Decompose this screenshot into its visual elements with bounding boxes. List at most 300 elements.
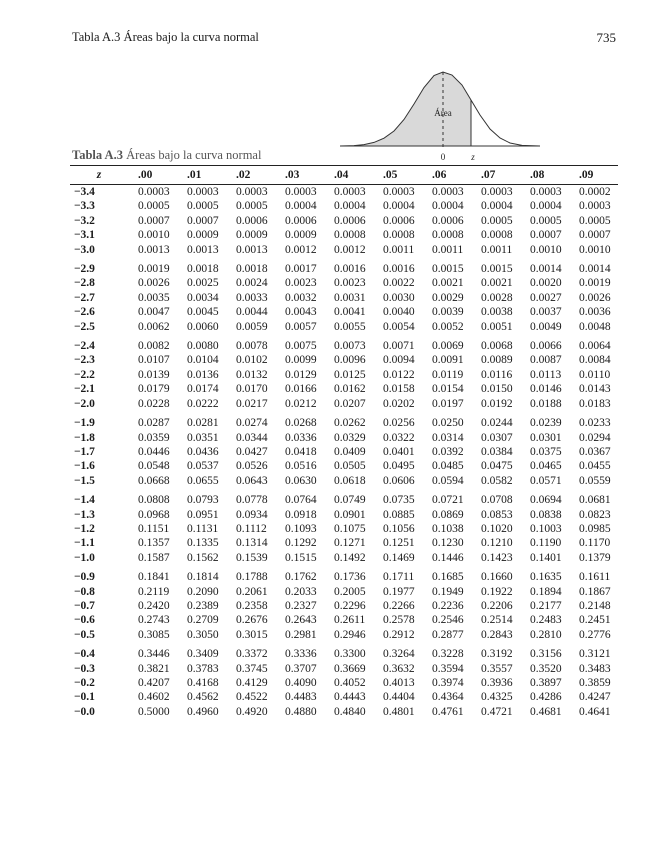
area-value-cell: 0.0044 <box>236 306 268 319</box>
area-value-cell: 0.2611 <box>334 614 366 627</box>
area-value-cell: 0.0021 <box>432 277 464 290</box>
area-value-cell: 0.3050 <box>187 628 219 641</box>
area-value-cell: 0.1949 <box>432 585 464 598</box>
area-value-cell: 0.0749 <box>334 494 366 507</box>
area-value-cell: 0.2776 <box>579 628 611 641</box>
area-value-cell: 0.0029 <box>432 291 464 304</box>
area-value-cell: 0.0548 <box>138 460 170 473</box>
area-value-cell: 0.0008 <box>432 229 464 242</box>
area-value-cell: 0.4840 <box>334 705 366 718</box>
z-value-cell: −2.9 <box>74 263 95 276</box>
area-value-cell: 0.0011 <box>432 243 464 256</box>
area-value-cell: 0.0075 <box>285 340 317 353</box>
z-value-cell: −0.0 <box>74 705 95 718</box>
area-value-cell: 0.1736 <box>334 571 366 584</box>
area-value-cell: 0.1841 <box>138 571 170 584</box>
z-value-cell: −2.6 <box>74 306 95 319</box>
area-value-cell: 0.0024 <box>236 277 268 290</box>
area-value-cell: 0.0505 <box>334 460 366 473</box>
area-value-cell: 0.0003 <box>383 186 415 198</box>
area-value-cell: 0.4562 <box>187 691 219 704</box>
area-value-cell: 0.0212 <box>285 397 317 410</box>
area-label: Área <box>434 108 452 118</box>
area-value-cell: 0.3520 <box>530 662 562 675</box>
area-value-cell: 0.1867 <box>579 585 611 598</box>
area-value-cell: 0.0004 <box>530 200 562 213</box>
area-value-cell: 0.0708 <box>481 494 513 507</box>
area-value-cell: 0.0006 <box>236 214 268 227</box>
table-row <box>70 676 618 690</box>
z-value-cell: −1.9 <box>74 417 95 430</box>
area-value-cell: 0.0918 <box>285 508 317 521</box>
area-value-cell: 0.4681 <box>530 705 562 718</box>
table-row <box>70 185 618 200</box>
area-value-cell: 0.0045 <box>187 306 219 319</box>
area-value-cell: 0.0375 <box>530 445 562 458</box>
area-value-cell: 0.1469 <box>383 551 415 564</box>
area-value-cell: 0.0010 <box>138 229 170 242</box>
z-value-cell: −0.3 <box>74 662 95 675</box>
area-value-cell: 0.2033 <box>285 585 317 598</box>
area-value-cell: 0.0003 <box>236 186 268 198</box>
area-value-cell: 0.0008 <box>481 229 513 242</box>
area-value-cell: 0.3707 <box>285 662 317 675</box>
area-value-cell: 0.0102 <box>236 354 268 367</box>
area-value-cell: 0.0162 <box>334 383 366 396</box>
area-value-cell: 0.0054 <box>383 320 415 333</box>
area-value-cell: 0.0040 <box>383 306 415 319</box>
area-value-cell: 0.1539 <box>236 551 268 564</box>
column-header-z: z <box>70 166 128 185</box>
area-value-cell: 0.0089 <box>481 354 513 367</box>
z-value-cell: −1.8 <box>74 431 95 444</box>
area-value-cell: 0.4522 <box>236 691 268 704</box>
area-value-cell: 0.1492 <box>334 551 366 564</box>
area-value-cell: 0.3372 <box>236 648 268 661</box>
area-value-cell: 0.0003 <box>481 186 513 198</box>
area-value-cell: 0.0968 <box>138 508 170 521</box>
area-value-cell: 0.0064 <box>579 340 611 353</box>
area-value-cell: 0.0735 <box>383 494 415 507</box>
area-value-cell: 0.2676 <box>236 614 268 627</box>
area-value-cell: 0.0094 <box>383 354 415 367</box>
area-value-cell: 0.1003 <box>530 522 562 535</box>
area-value-cell: 0.4761 <box>432 705 464 718</box>
area-value-cell: 0.0047 <box>138 306 170 319</box>
area-value-cell: 0.0146 <box>530 383 562 396</box>
area-value-cell: 0.0359 <box>138 431 170 444</box>
area-value-cell: 0.1401 <box>530 551 562 564</box>
area-value-cell: 0.0010 <box>530 243 562 256</box>
area-value-cell: 0.0039 <box>432 306 464 319</box>
table-row <box>70 243 618 257</box>
area-value-cell: 0.3897 <box>530 677 562 689</box>
area-value-cell: 0.0721 <box>432 494 464 507</box>
area-value-cell: 0.3974 <box>432 677 464 689</box>
table-row <box>70 705 618 719</box>
area-value-cell: 0.4641 <box>579 705 611 718</box>
table-row <box>70 445 618 459</box>
area-value-cell: 0.0003 <box>187 186 219 198</box>
area-value-cell: 0.0052 <box>432 320 464 333</box>
area-value-cell: 0.0869 <box>432 508 464 521</box>
area-value-cell: 0.0080 <box>187 340 219 353</box>
area-value-cell: 0.2946 <box>334 628 366 641</box>
z-value-cell: −3.2 <box>74 214 95 227</box>
area-value-cell: 0.0322 <box>383 431 415 444</box>
z-value-cell: −0.8 <box>74 585 95 598</box>
z-value-cell: −0.9 <box>74 571 95 584</box>
column-header: .06 <box>422 166 471 185</box>
area-value-cell: 0.0655 <box>187 474 219 487</box>
table-row <box>70 662 618 676</box>
area-value-cell: 0.0009 <box>285 229 317 242</box>
area-value-cell: 0.0007 <box>579 229 611 242</box>
area-value-cell: 0.2578 <box>383 614 415 627</box>
area-value-cell: 0.0110 <box>579 368 611 381</box>
area-value-cell: 0.0019 <box>579 277 611 290</box>
table-row <box>70 199 618 213</box>
area-value-cell: 0.0069 <box>432 340 464 353</box>
z-value-cell: −0.2 <box>74 677 95 689</box>
table-row <box>70 382 618 396</box>
area-value-cell: 0.0003 <box>285 186 317 198</box>
area-value-cell: 0.0268 <box>285 417 317 430</box>
area-value-cell: 0.4404 <box>383 691 415 704</box>
area-value-cell: 0.2877 <box>432 628 464 641</box>
table-row <box>70 613 618 627</box>
area-value-cell: 0.0401 <box>383 445 415 458</box>
area-value-cell: 0.0005 <box>579 214 611 227</box>
area-value-cell: 0.0004 <box>383 200 415 213</box>
area-value-cell: 0.1170 <box>579 537 611 550</box>
area-value-cell: 0.0808 <box>138 494 170 507</box>
area-value-cell: 0.4960 <box>187 705 219 718</box>
area-value-cell: 0.1131 <box>187 522 219 535</box>
area-value-cell: 0.0107 <box>138 354 170 367</box>
area-value-cell: 0.0004 <box>334 200 366 213</box>
area-value-cell: 0.0014 <box>579 263 611 276</box>
area-value-cell: 0.0004 <box>432 200 464 213</box>
column-header: .01 <box>177 166 226 185</box>
z-value-cell: −3.3 <box>74 200 95 213</box>
area-value-cell: 0.1075 <box>334 522 366 535</box>
area-value-cell: 0.4880 <box>285 705 317 718</box>
area-value-cell: 0.0027 <box>530 291 562 304</box>
area-value-cell: 0.0006 <box>432 214 464 227</box>
area-value-cell: 0.3783 <box>187 662 219 675</box>
area-value-cell: 0.0119 <box>432 368 464 381</box>
z-value-cell: −1.4 <box>74 494 95 507</box>
z-value-cell: −1.0 <box>74 551 95 564</box>
area-value-cell: 0.2546 <box>432 614 464 627</box>
area-value-cell: 0.0003 <box>334 186 366 198</box>
area-value-cell: 0.0082 <box>138 340 170 353</box>
area-value-cell: 0.0139 <box>138 368 170 381</box>
area-value-cell: 0.0630 <box>285 474 317 487</box>
area-value-cell: 0.0005 <box>138 200 170 213</box>
table-row <box>70 474 618 488</box>
area-value-cell: 0.0066 <box>530 340 562 353</box>
area-value-cell: 0.0012 <box>334 243 366 256</box>
area-value-cell: 0.0113 <box>530 368 562 381</box>
area-value-cell: 0.0418 <box>285 445 317 458</box>
area-value-cell: 0.1357 <box>138 537 170 550</box>
area-value-cell: 0.0409 <box>334 445 366 458</box>
area-value-cell: 0.4443 <box>334 691 366 704</box>
area-value-cell: 0.0222 <box>187 397 219 410</box>
area-value-cell: 0.1020 <box>481 522 513 535</box>
area-value-cell: 0.2743 <box>138 614 170 627</box>
area-value-cell: 0.5000 <box>138 705 170 718</box>
area-value-cell: 0.0013 <box>138 243 170 256</box>
z-value-cell: −3.0 <box>74 243 95 256</box>
area-value-cell: 0.2912 <box>383 628 415 641</box>
area-value-cell: 0.0233 <box>579 417 611 430</box>
zero-label: 0 <box>440 152 446 162</box>
column-header: .05 <box>373 166 422 185</box>
area-value-cell: 0.3121 <box>579 648 611 661</box>
z-value-cell: −2.5 <box>74 320 95 333</box>
area-value-cell: 0.0207 <box>334 397 366 410</box>
area-value-cell: 0.0793 <box>187 494 219 507</box>
area-value-cell: 0.0073 <box>334 340 366 353</box>
area-value-cell: 0.2843 <box>481 628 513 641</box>
area-value-cell: 0.0062 <box>138 320 170 333</box>
area-value-cell: 0.1762 <box>285 571 317 584</box>
area-value-cell: 0.0087 <box>530 354 562 367</box>
table-row <box>70 565 618 584</box>
area-value-cell: 0.0384 <box>481 445 513 458</box>
area-value-cell: 0.0485 <box>432 460 464 473</box>
area-value-cell: 0.2483 <box>530 614 562 627</box>
area-value-cell: 0.0136 <box>187 368 219 381</box>
area-value-cell: 0.0026 <box>579 291 611 304</box>
area-value-cell: 0.0015 <box>432 263 464 276</box>
area-value-cell: 0.0055 <box>334 320 366 333</box>
area-value-cell: 0.0885 <box>383 508 415 521</box>
area-value-cell: 0.0838 <box>530 508 562 521</box>
area-value-cell: 0.0192 <box>481 397 513 410</box>
area-value-cell: 0.1210 <box>481 537 513 550</box>
area-value-cell: 0.1922 <box>481 585 513 598</box>
z-value-cell: −0.5 <box>74 628 95 641</box>
area-value-cell: 0.0170 <box>236 383 268 396</box>
z-value-cell: −0.6 <box>74 614 95 627</box>
area-value-cell: 0.0004 <box>285 200 317 213</box>
area-value-cell: 0.0294 <box>579 431 611 444</box>
area-value-cell: 0.0455 <box>579 460 611 473</box>
z-value-cell: −1.6 <box>74 460 95 473</box>
area-value-cell: 0.0016 <box>383 263 415 276</box>
z-value-cell: −0.1 <box>74 691 95 704</box>
area-value-cell: 0.0011 <box>383 243 415 256</box>
area-value-cell: 0.3821 <box>138 662 170 675</box>
area-value-cell: 0.0344 <box>236 431 268 444</box>
area-value-cell: 0.0301 <box>530 431 562 444</box>
column-header: .04 <box>324 166 373 185</box>
z-value-cell: −2.8 <box>74 277 95 290</box>
area-value-cell: 0.2266 <box>383 599 415 612</box>
area-value-cell: 0.0059 <box>236 320 268 333</box>
area-value-cell: 0.3936 <box>481 677 513 689</box>
area-value-cell: 0.0091 <box>432 354 464 367</box>
area-value-cell: 0.0038 <box>481 306 513 319</box>
area-value-cell: 0.3745 <box>236 662 268 675</box>
area-value-cell: 0.2177 <box>530 599 562 612</box>
area-value-cell: 0.3632 <box>383 662 415 675</box>
area-value-cell: 0.0015 <box>481 263 513 276</box>
area-value-cell: 0.0104 <box>187 354 219 367</box>
area-value-cell: 0.0516 <box>285 460 317 473</box>
area-value-cell: 0.0010 <box>579 243 611 256</box>
table-row <box>70 536 618 550</box>
area-value-cell: 0.1446 <box>432 551 464 564</box>
area-value-cell: 0.0351 <box>187 431 219 444</box>
area-value-cell: 0.0594 <box>432 474 464 487</box>
area-value-cell: 0.2389 <box>187 599 219 612</box>
area-value-cell: 0.3300 <box>334 648 366 661</box>
area-value-cell: 0.0174 <box>187 383 219 396</box>
table-caption-label: Tabla A.3 <box>72 148 123 162</box>
area-value-cell: 0.0018 <box>187 263 219 276</box>
area-value-cell: 0.0281 <box>187 417 219 430</box>
area-value-cell: 0.0036 <box>579 306 611 319</box>
area-value-cell: 0.0096 <box>334 354 366 367</box>
normal-table <box>70 165 618 719</box>
area-value-cell: 0.0314 <box>432 431 464 444</box>
area-value-cell: 0.4721 <box>481 705 513 718</box>
area-value-cell: 0.0154 <box>432 383 464 396</box>
area-value-cell: 0.0262 <box>334 417 366 430</box>
z-value-cell: −3.4 <box>74 186 95 198</box>
area-value-cell: 0.0023 <box>334 277 366 290</box>
area-value-cell: 0.0006 <box>383 214 415 227</box>
area-value-cell: 0.4325 <box>481 691 513 704</box>
area-value-cell: 0.2061 <box>236 585 268 598</box>
area-value-cell: 0.2236 <box>432 599 464 612</box>
area-value-cell: 0.0158 <box>383 383 415 396</box>
table-row <box>70 257 618 276</box>
table-row <box>70 508 618 522</box>
area-value-cell: 0.0582 <box>481 474 513 487</box>
area-value-cell: 0.2514 <box>481 614 513 627</box>
area-value-cell: 0.0392 <box>432 445 464 458</box>
area-value-cell: 0.0084 <box>579 354 611 367</box>
table-row <box>70 585 618 599</box>
area-value-cell: 0.0006 <box>334 214 366 227</box>
area-value-cell: 0.0021 <box>481 277 513 290</box>
area-value-cell: 0.0694 <box>530 494 562 507</box>
area-value-cell: 0.0537 <box>187 460 219 473</box>
area-value-cell: 0.0007 <box>138 214 170 227</box>
table-body <box>70 185 618 720</box>
table-row <box>70 397 618 411</box>
area-value-cell: 0.0129 <box>285 368 317 381</box>
area-value-cell: 0.0003 <box>579 200 611 213</box>
table-row <box>70 522 618 536</box>
area-value-cell: 0.0329 <box>334 431 366 444</box>
area-value-cell: 0.0901 <box>334 508 366 521</box>
area-value-cell: 0.0985 <box>579 522 611 535</box>
area-value-cell: 0.0008 <box>334 229 366 242</box>
area-value-cell: 0.0606 <box>383 474 415 487</box>
area-value-cell: 0.3594 <box>432 662 464 675</box>
area-value-cell: 0.0006 <box>285 214 317 227</box>
area-value-cell: 0.2090 <box>187 585 219 598</box>
area-value-cell: 0.0011 <box>481 243 513 256</box>
area-value-cell: 0.1515 <box>285 551 317 564</box>
column-header: .03 <box>275 166 324 185</box>
area-value-cell: 0.0202 <box>383 397 415 410</box>
area-value-cell: 0.0853 <box>481 508 513 521</box>
table-row <box>70 334 618 353</box>
area-value-cell: 0.1230 <box>432 537 464 550</box>
area-value-cell: 0.4207 <box>138 677 170 689</box>
area-value-cell: 0.1635 <box>530 571 562 584</box>
table-row <box>70 431 618 445</box>
area-value-cell: 0.2981 <box>285 628 317 641</box>
table-row <box>70 459 618 473</box>
area-value-cell: 0.0003 <box>530 186 562 198</box>
column-header: .07 <box>471 166 520 185</box>
area-value-cell: 0.3483 <box>579 662 611 675</box>
area-value-cell: 0.0559 <box>579 474 611 487</box>
table-row <box>70 276 618 290</box>
area-value-cell: 0.3859 <box>579 677 611 689</box>
area-value-cell: 0.0427 <box>236 445 268 458</box>
table-row <box>70 368 618 382</box>
area-value-cell: 0.2451 <box>579 614 611 627</box>
area-value-cell: 0.0008 <box>383 229 415 242</box>
area-value-cell: 0.1685 <box>432 571 464 584</box>
area-value-cell: 0.0764 <box>285 494 317 507</box>
area-value-cell: 0.1093 <box>285 522 317 535</box>
area-value-cell: 0.4602 <box>138 691 170 704</box>
table-row <box>70 690 618 704</box>
area-value-cell: 0.1814 <box>187 571 219 584</box>
normal-curve-figure <box>340 66 550 166</box>
area-value-cell: 0.3336 <box>285 648 317 661</box>
z-value-cell: −2.3 <box>74 354 95 367</box>
area-value-cell: 0.0150 <box>481 383 513 396</box>
column-header: .02 <box>226 166 275 185</box>
area-value-cell: 0.0681 <box>579 494 611 507</box>
area-value-cell: 0.4801 <box>383 705 415 718</box>
z-label: z <box>471 152 475 162</box>
area-value-cell: 0.0078 <box>236 340 268 353</box>
area-value-cell: 0.0048 <box>579 320 611 333</box>
area-value-cell: 0.3156 <box>530 648 562 661</box>
area-value-cell: 0.0013 <box>187 243 219 256</box>
table-caption-title: Áreas bajo la curva normal <box>126 148 262 162</box>
area-value-cell: 0.0823 <box>579 508 611 521</box>
area-value-cell: 0.4286 <box>530 691 562 704</box>
area-value-cell: 0.0007 <box>187 214 219 227</box>
area-value-cell: 0.0132 <box>236 368 268 381</box>
area-value-cell: 0.0465 <box>530 460 562 473</box>
area-value-cell: 0.1711 <box>383 571 415 584</box>
area-value-cell: 0.0778 <box>236 494 268 507</box>
area-value-cell: 0.0068 <box>481 340 513 353</box>
area-value-cell: 0.1335 <box>187 537 219 550</box>
area-value-cell: 0.0951 <box>187 508 219 521</box>
area-value-cell: 0.0028 <box>481 291 513 304</box>
table-row <box>70 642 618 661</box>
area-value-cell: 0.0495 <box>383 460 415 473</box>
z-value-cell: −2.0 <box>74 397 95 410</box>
area-value-cell: 0.0256 <box>383 417 415 430</box>
